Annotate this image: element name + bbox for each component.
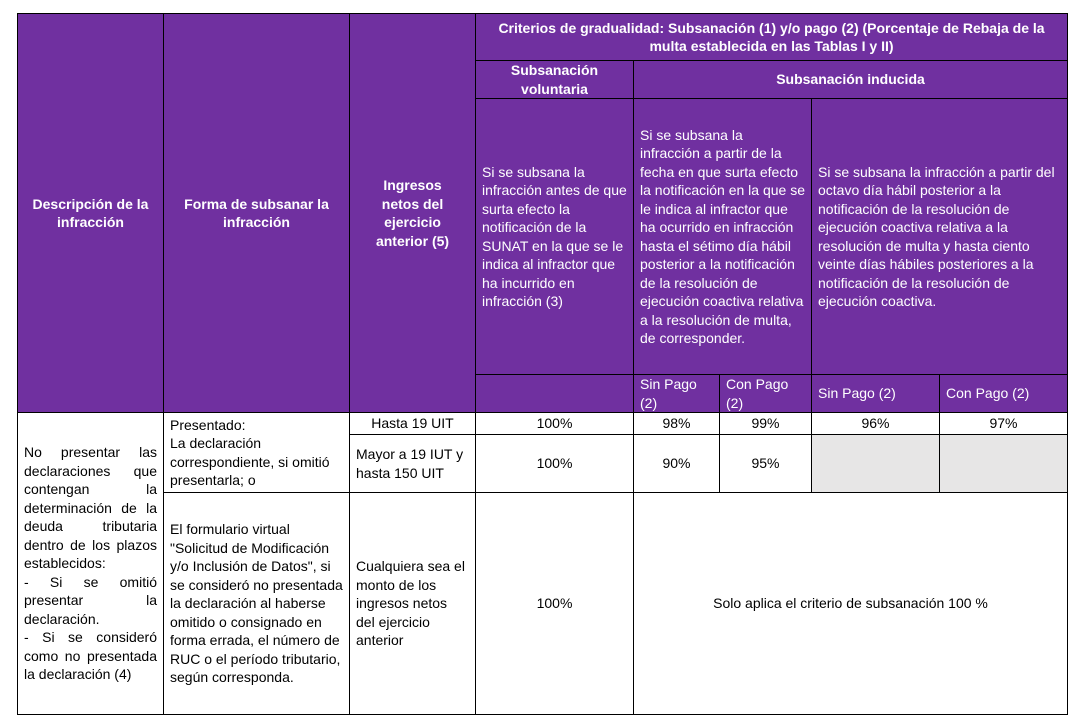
forma-subsanar-2: El formulario virtual "Solicitud de Modificación y/o Inclusión de Datos", si se consideró no presentada la declaración al haberse omitido o consignado en forma errada, el número de RUC o el período tributario, según corresponda.: [164, 493, 350, 715]
forma-subsanar-1: [164, 413, 350, 493]
sin-pago-2-row-1: 96%: [812, 413, 940, 435]
header-con-pago-1: Con Pago (2): [720, 375, 812, 413]
header-ingresos: Ingresos netos del ejercicio anterior (5): [350, 14, 476, 413]
nota-solo-aplica: Solo aplica el criterio de subsanación 100 %: [634, 493, 1068, 715]
sin-pago-1-row-1: 98%: [634, 413, 720, 435]
forma-1-titulo: Presentado:: [170, 416, 246, 433]
infraccion-item-1: - Si se omitió presentar la declaración.: [24, 573, 157, 627]
infraccion-texto: No presentar las declaraciones que contengan la determinación de la deuda tributaria dentro de los plazos establecidos:: [24, 444, 157, 572]
gradualidad-table: [17, 13, 1068, 715]
header-con-pago-2: Con Pago (2): [940, 375, 1068, 413]
voluntaria-row-3: 100%: [476, 493, 634, 715]
con-pago-1-row-1: 99%: [720, 413, 812, 435]
inducida-descripcion-1: Si se subsana la infracción a partir de la fecha en que surta efecto la notificación en la que se le indica al infractor que ha ocurrido en infracción hasta el sétimo día hábil posterior a la notificación de la resolución de ejecución coactiva relativa a la resolución de multa, de corresponder.: [634, 99, 812, 375]
header-sin-pago-2: Sin Pago (2): [812, 375, 940, 413]
sin-pago-1-row-2: 90%: [634, 435, 720, 493]
header-subsanacion-voluntaria: Subsanación voluntaria: [476, 61, 634, 99]
infraccion-item-2: - Si se consideró como no presentada la declaración (4): [24, 629, 157, 683]
ingresos-row-3: Cualquiera sea el monto de los ingresos netos del ejercicio anterior: [350, 493, 476, 715]
inducida-descripcion-2: Si se subsana la infracción a partir del octavo día hábil posterior a la notificación de la resolución de ejecución coactiva relativa a la resolución de multa y hasta ciento veinte días hábiles posteriores a la notificación de la resolución de ejecución coactiva.: [812, 99, 1068, 375]
infraccion-descripcion: [18, 413, 164, 715]
empty-cell-con-pago-2: [940, 435, 1068, 493]
ingresos-row-2: Mayor a 19 IUT y hasta 150 UIT: [350, 435, 476, 493]
header-criterios: Criterios de gradualidad: Subsanación (1) y/o pago (2) (Porcentaje de Rebaja de la multa establecida en las Tablas I y II): [476, 14, 1068, 61]
header-forma: Forma de subsanar la infracción: [164, 14, 350, 413]
empty-cell-sin-pago-2: [812, 435, 940, 493]
ingresos-row-1: Hasta 19 UIT: [350, 413, 476, 435]
voluntaria-row-2: 100%: [476, 435, 634, 493]
voluntaria-sub-empty: [476, 375, 634, 413]
voluntaria-descripcion: Si se subsana la infracción antes de que surta efecto la notificación de la SUNAT en la que se le indica al infractor que ha incurrido en infracción (3): [476, 99, 634, 375]
con-pago-1-row-2: 95%: [720, 435, 812, 493]
forma-1-texto: La declaración correspondiente, si omitió presentarla; o: [170, 435, 330, 488]
voluntaria-row-1: 100%: [476, 413, 634, 435]
header-sin-pago-1: Sin Pago (2): [634, 375, 720, 413]
con-pago-2-row-1: 97%: [940, 413, 1068, 435]
header-subsanacion-inducida: Subsanación inducida: [634, 61, 1068, 99]
header-descripcion: Descripción de la infracción: [18, 14, 164, 413]
